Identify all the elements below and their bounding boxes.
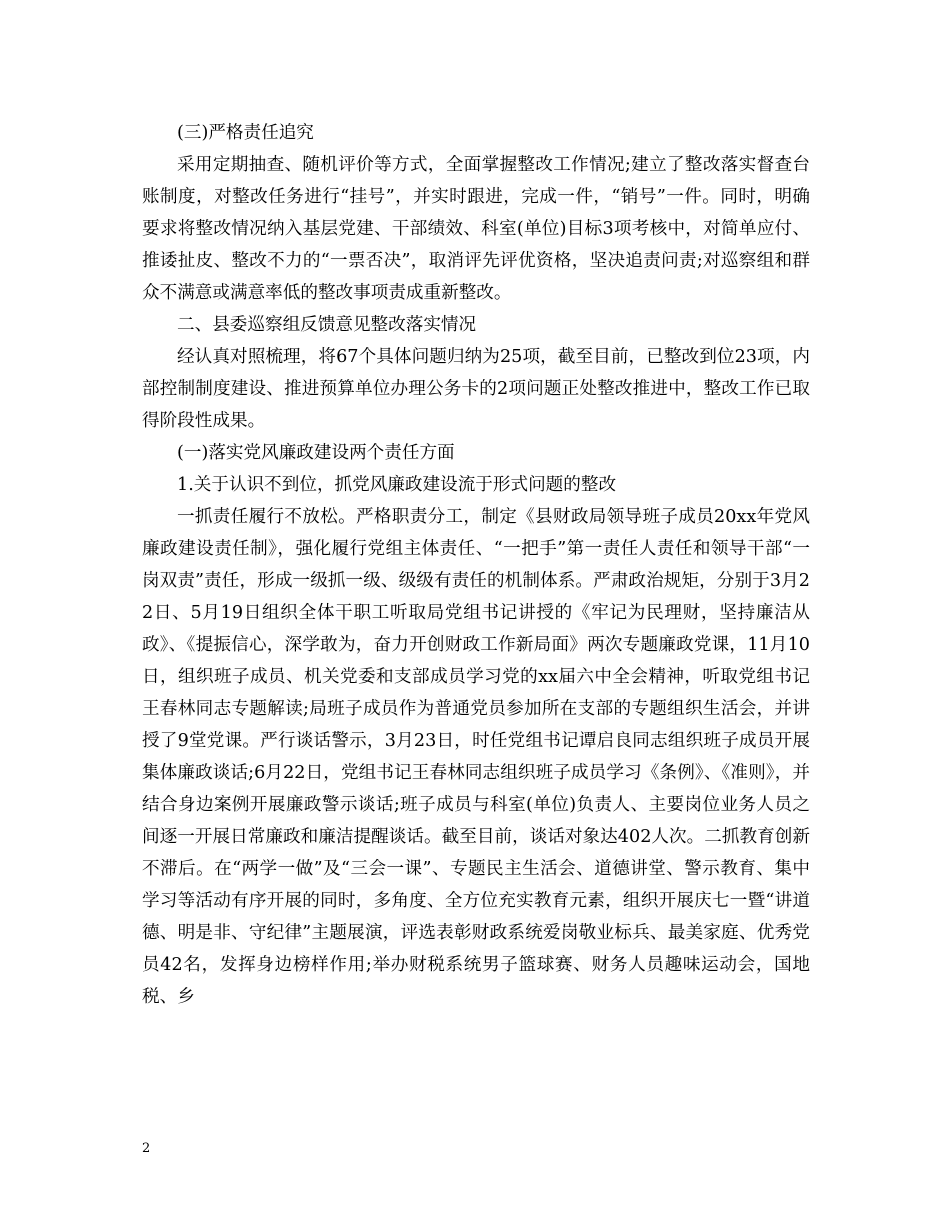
paragraph-responsibility-and-education: 一抓责任履行不放松。严格职责分工，制定《县财政局领导班子成员20xx年党风廉政建设责任制》，强化履行党组主体责任、“一把手”第一责任人责任和领导干部“一岗双责”责任，形成一级抓一级、级级有责任的机制体系。严肃政治规矩，分别于3月22日、5月19日组织全体干职工听取局党组书记讲授的《牢记为民理财，坚持廉洁从政》、《提振信心，深学敢为，奋力开创财政工作新局面》两次专题廉政党课，11月10日，组织班子成员、机关党委和支部成员学习党的xx届六中全会精神，听取党组书记王春林同志专题解读;局班子成员作为普通党员参加所在支部的专题组织生活会，并讲授了9堂党课。严行谈话警示，3月23日，时任党组书记谭启良同志组织班子成员开展集体廉政谈话;6月22日，党组书记王春林同志组织班子成员学习《条例》、《准则》，并结合身边案例开展廉政警示谈话;班子成员与科室(单位)负责人、主要岗位业务人员之间逐一开展日常廉政和廉洁提醒谈话。截至目前，谈话对象达402人次。二抓教育创新不滞后。在“两学一做”及“三会一课”、专题民主生活会、道德讲堂、警示教育、集中学习等活动有序开展的同时，多角度、全方位充实教育元素，组织开展庆七一暨“讲道德、明是非、守纪律”主题展演，评选表彰财政系统爱岗敬业标兵、最美家庭、优秀党员42名，发挥身边榜样作用;举办财税系统男子篮球赛、财务人员趣味运动会，国地税、乡 bbox=[142, 507, 810, 1007]
section-heading-strict-accountability: (三)严格责任追究 bbox=[177, 123, 314, 143]
subsection-heading-two-responsibilities: (一)落实党风廉政建设两个责任方面 bbox=[177, 443, 455, 463]
item-heading-awareness-issue: 1.关于认识不到位，抓党风廉政建设流于形式问题的整改 bbox=[177, 475, 617, 495]
page-number: 2 bbox=[142, 1141, 151, 1156]
section-heading-inspection-feedback: 二、县委巡察组反馈意见整改落实情况 bbox=[177, 315, 477, 335]
document-body bbox=[142, 117, 810, 1013]
paragraph-accountability-measures: 采用定期抽查、随机评价等方式，全面掌握整改工作情况;建立了整改落实督查台账制度，对整改任务进行“挂号”，并实时跟进，完成一件，“销号”一件。同时，明确要求将整改情况纳入基层党建、干部绩效、科室(单位)目标3项考核中，对简单应付、推诿扯皮、整改不力的“一票否决”，取消评先评优资格，坚决追责问责;对巡察组和群众不满意或满意率低的整改事项责成重新整改。 bbox=[142, 155, 810, 303]
paragraph-rectification-progress: 经认真对照梳理，将67个具体问题归纳为25项，截至目前，已整改到位23项，内部控制制度建设、推进预算单位办理公务卡的2项问题正处整改推进中，整改工作已取得阶段性成果。 bbox=[142, 347, 810, 431]
